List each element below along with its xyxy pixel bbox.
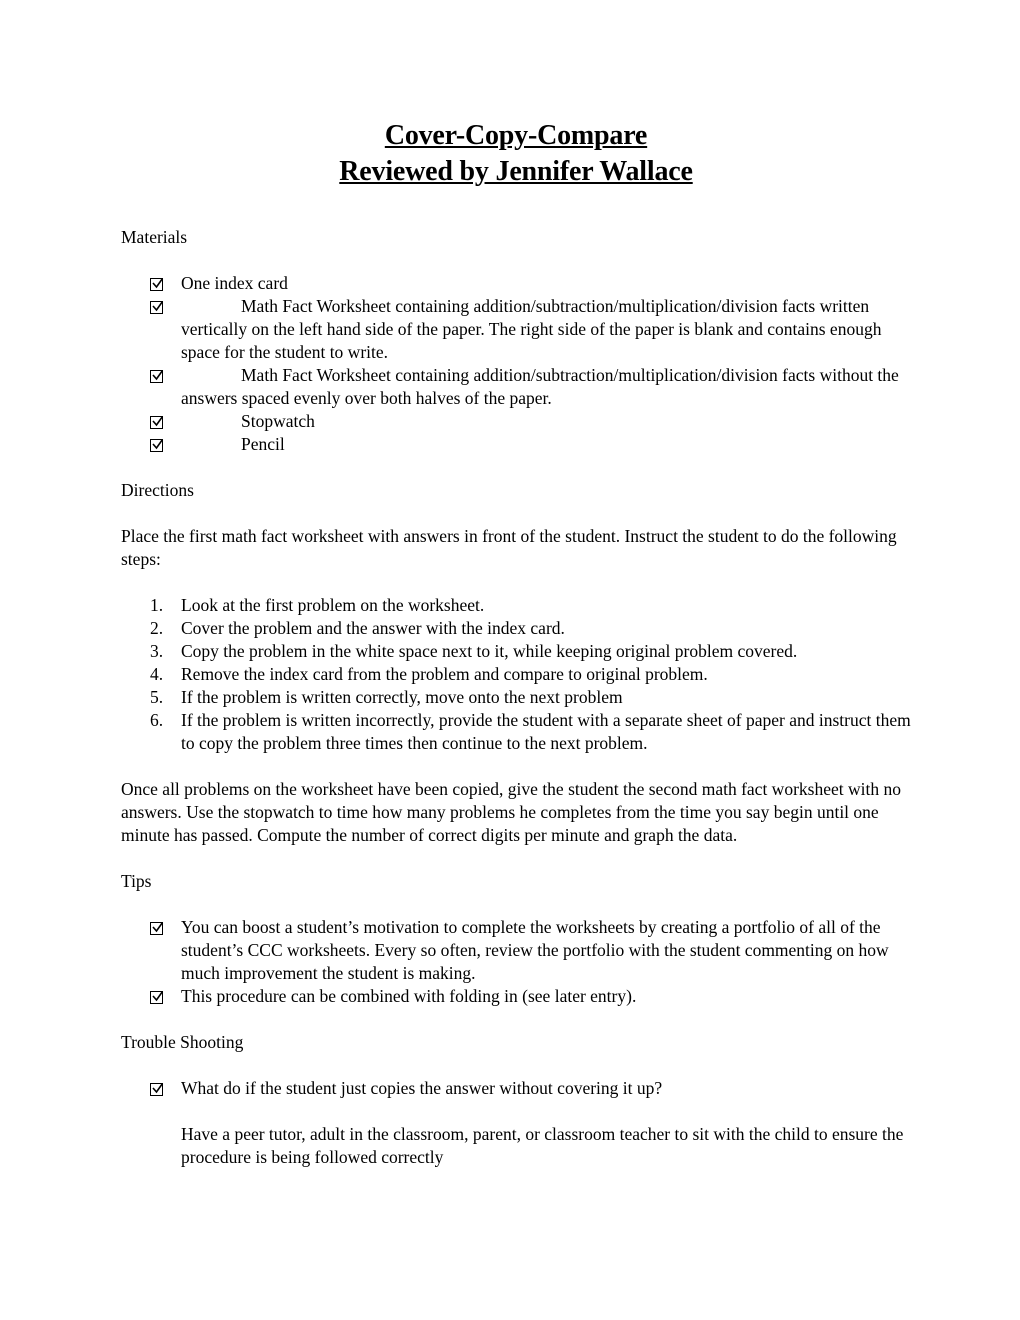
step-text: Look at the first problem on the worksheet. — [181, 595, 485, 615]
step-item — [121, 686, 911, 709]
step-number: 6. — [150, 710, 164, 730]
step-text: If the problem is written correctly, move onto the next problem — [181, 687, 623, 707]
troubleshooting-answer: Have a peer tutor, adult in the classroom, parent, or classroom teacher to sit with the child to ensure the procedure is being followed correctly — [181, 1124, 904, 1167]
step-number: 1. — [150, 595, 164, 615]
step-number: 2. — [150, 618, 164, 638]
materials-item-text: Math Fact Worksheet containing addition/subtraction/multiplication/division facts written vertically on the left hand side of the paper. The right side of the paper is blank and contains enough space for the student to write. — [181, 296, 882, 362]
tip-item — [121, 985, 911, 1008]
troubleshooting-heading: Trouble Shooting — [121, 1032, 244, 1052]
step-item — [121, 640, 911, 663]
tip-item — [121, 916, 911, 985]
tip-text: This procedure can be combined with folding in (see later entry). — [181, 986, 637, 1006]
materials-item — [121, 364, 911, 410]
troubleshooting-question-item — [121, 1077, 911, 1100]
step-text: If the problem is written incorrectly, provide the student with a separate sheet of paper and instruct them to copy the problem three times then continue to the next problem. — [181, 710, 911, 753]
tip-text: You can boost a student’s motivation to complete the worksheets by creating a portfolio of all of the student’s CCC worksheets. Every so often, review the portfolio with the student commenting on how much improvement the student is making. — [181, 917, 889, 983]
materials-item — [121, 433, 911, 456]
tips-list — [121, 916, 911, 1008]
document-subtitle: Reviewed by Jennifer Wallace — [339, 156, 693, 187]
troubleshooting-question: What do if the student just copies the answer without covering it up? — [181, 1078, 663, 1098]
checked-box-icon — [150, 916, 163, 939]
step-number: 4. — [150, 664, 164, 684]
step-text: Copy the problem in the white space next to it, while keeping original problem covered. — [181, 641, 798, 661]
checked-box-icon — [150, 433, 163, 456]
document-title: Cover-Copy-Compare — [384, 120, 648, 151]
step-item — [121, 594, 911, 617]
directions-closing: Once all problems on the worksheet have been copied, give the student the second math fact worksheet with no answers. Use the stopwatch to time how many problems he completes from the time you say begin until one minute has passed. Compute the number of correct digits per minute and graph the data. — [121, 779, 901, 845]
checked-box-icon — [150, 410, 163, 433]
materials-item — [121, 410, 911, 433]
checked-box-icon — [150, 364, 163, 387]
step-number: 3. — [150, 641, 164, 661]
materials-item-text: Stopwatch — [241, 411, 315, 431]
directions-heading: Directions — [121, 480, 194, 500]
checked-box-icon — [150, 272, 163, 295]
materials-list — [121, 272, 911, 456]
step-text: Remove the index card from the problem and compare to original problem. — [181, 664, 708, 684]
step-item — [121, 663, 911, 686]
checked-box-icon — [150, 295, 163, 318]
directions-intro: Place the first math fact worksheet with answers in front of the student. Instruct the student to do the following steps: — [121, 526, 897, 569]
materials-heading: Materials — [121, 227, 188, 247]
step-text: Cover the problem and the answer with the index card. — [181, 618, 565, 638]
document-page — [121, 118, 911, 1169]
materials-item-text: Pencil — [241, 434, 285, 454]
materials-item — [121, 295, 911, 364]
step-number: 5. — [150, 687, 164, 707]
title-block — [121, 118, 911, 190]
checked-box-icon — [150, 1077, 163, 1100]
troubleshooting-list — [121, 1077, 911, 1100]
steps-list — [121, 594, 911, 755]
materials-item-text: One index card — [181, 273, 288, 293]
materials-item-text: Math Fact Worksheet containing addition/subtraction/multiplication/division facts without the answers spaced evenly over both halves of the paper. — [181, 365, 899, 408]
step-item — [121, 709, 911, 755]
checked-box-icon — [150, 985, 163, 1008]
tips-heading: Tips — [121, 871, 152, 891]
materials-item — [121, 272, 911, 295]
step-item — [121, 617, 911, 640]
